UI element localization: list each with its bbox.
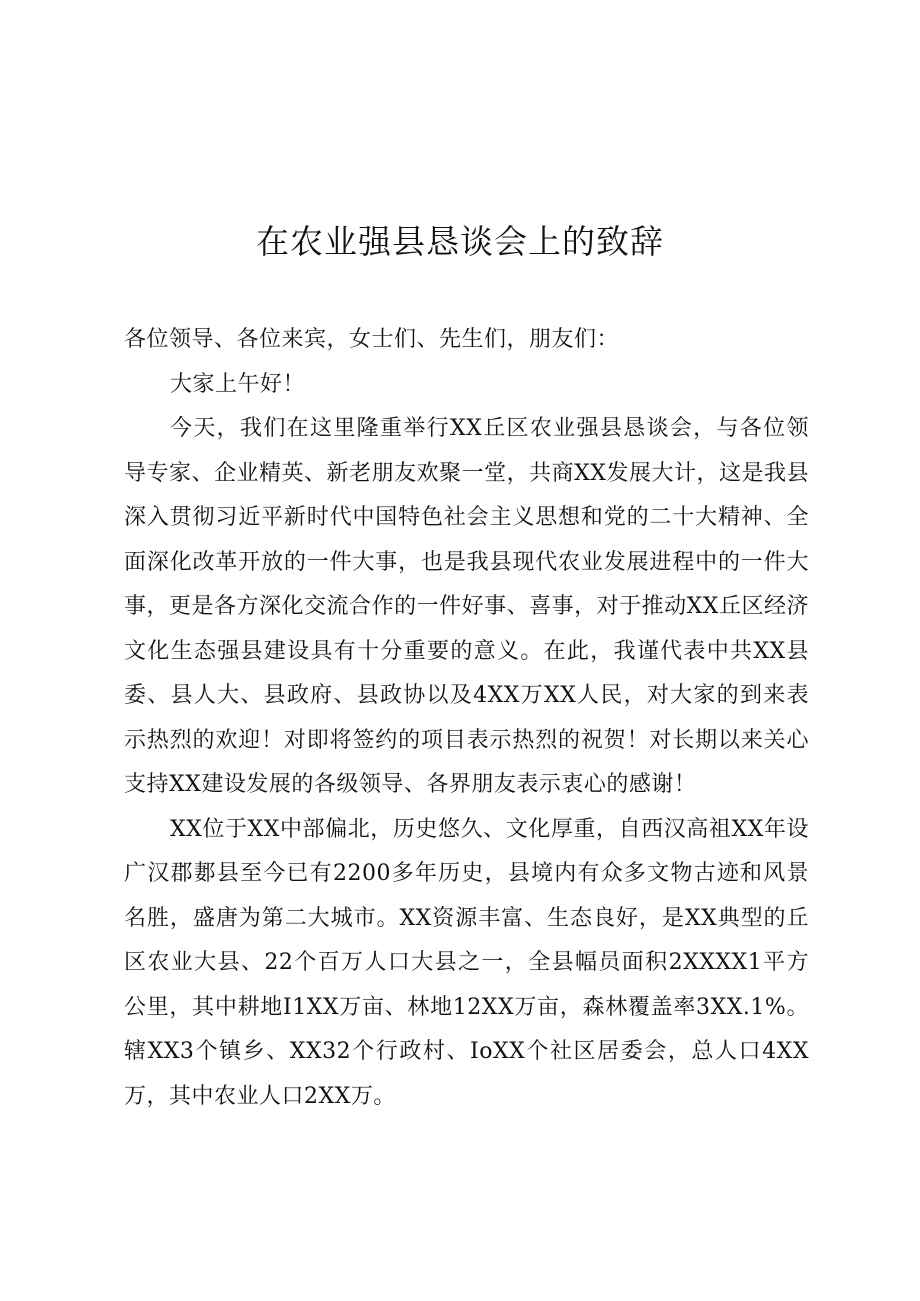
- document-title: 在农业强县恳谈会上的致辞: [256, 222, 664, 261]
- paragraph-2: XX位于XX中部偏北，历史悠久、文化厚重，自西汉高祖XX年设广汉郡郪县至今已有2200多年历史，县境内有众多文物古迹和风景名胜，盛唐为第二大城市。XX资源丰富、生态良好，是XX典型的丘区农业大县、22个百万人口大县之一，全县幅员面积2XXXX1平方公里，其中耕地I1XX万亩、林地12XX万亩，森林覆盖率3XX.1%。辖XX3个镇乡、XX32个行政村、IoXX个社区居委会，总人口4XX万，其中农业人口2XX万。: [124, 816, 809, 1109]
- paragraph-1: 今天，我们在这里隆重举行XX丘区农业强县恳谈会，与各位领导专家、企业精英、新老朋友欢聚一堂，共商XX发展大计，这是我县深入贯彻习近平新时代中国特色社会主义思想和党的二十大精神、全面深化改革开放的一件大事，也是我县现代农业发展进程中的一件大事，更是各方深化交流合作的一件好事、喜事，对于推动XX丘区经济文化生态强县建设具有十分重要的意义。在此，我谨代表中共XX县委、县人大、县政府、县政协以及4XX万XX人民，对大家的到来表示热烈的欢迎！对即将签约的项目表示热烈的祝贺！对长期以来关心支持XX建设发展的各级领导、各界朋友表示衷心的感谢！: [124, 416, 809, 797]
- document-body: [124, 318, 809, 1119]
- greeting: 大家上午好！: [170, 371, 306, 397]
- salutation: 各位领导、各位来宾，女士们、先生们，朋友们：: [124, 327, 620, 352]
